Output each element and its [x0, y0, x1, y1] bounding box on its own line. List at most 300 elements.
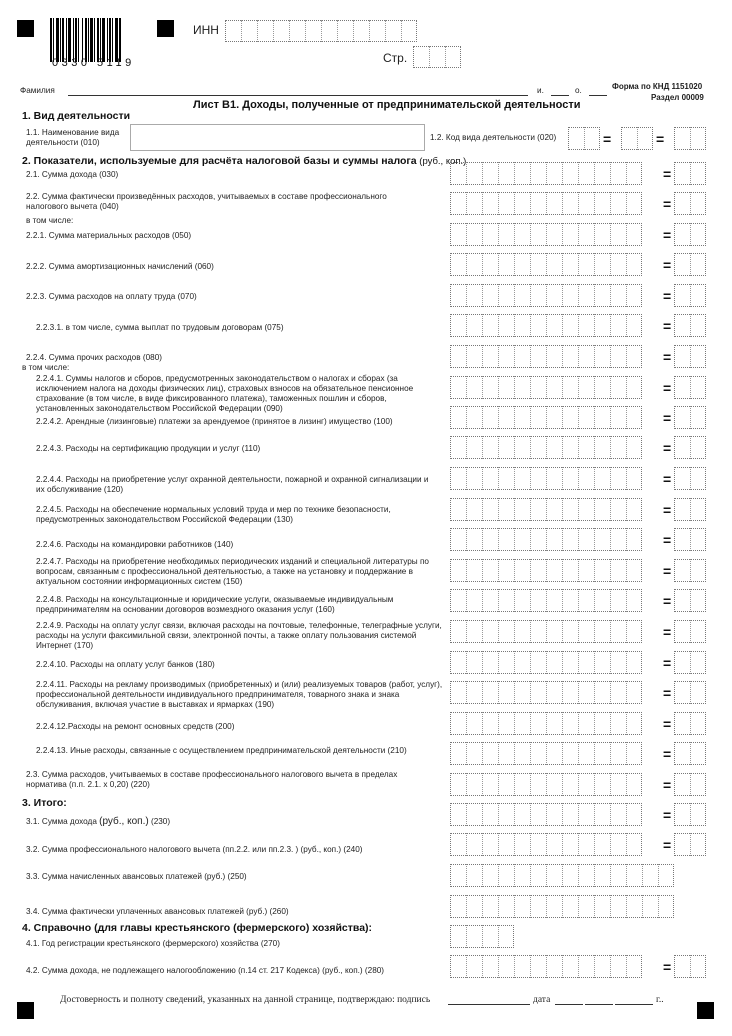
amount-field-140-rubles[interactable]	[450, 528, 642, 551]
digit-cell[interactable]	[594, 223, 610, 246]
digit-cell[interactable]	[626, 498, 642, 521]
inn-digit-cell[interactable]	[369, 20, 385, 42]
digit-cell[interactable]	[514, 651, 530, 674]
digit-cell[interactable]	[546, 376, 562, 399]
digit-cell[interactable]	[450, 651, 466, 674]
digit-cell[interactable]	[498, 833, 514, 856]
digit-cell[interactable]	[594, 773, 610, 796]
digit-cell[interactable]	[466, 467, 482, 490]
digit-cell[interactable]	[450, 712, 466, 735]
digit-cell[interactable]	[578, 253, 594, 276]
digit-cell[interactable]	[562, 864, 578, 887]
digit-cell[interactable]	[466, 620, 482, 643]
digit-cell[interactable]	[626, 712, 642, 735]
digit-cell[interactable]	[594, 376, 610, 399]
digit-cell[interactable]	[530, 651, 546, 674]
digit-cell[interactable]	[578, 589, 594, 612]
digit-cell[interactable]	[610, 833, 626, 856]
digit-cell[interactable]	[450, 376, 466, 399]
digit-cell[interactable]	[690, 223, 706, 246]
digit-cell[interactable]	[690, 773, 706, 796]
digit-cell[interactable]	[674, 773, 690, 796]
digit-cell[interactable]	[498, 773, 514, 796]
digit-cell[interactable]	[498, 589, 514, 612]
digit-cell[interactable]	[482, 651, 498, 674]
digit-cell[interactable]	[562, 895, 578, 918]
digit-cell[interactable]	[530, 864, 546, 887]
digit-cell[interactable]	[594, 498, 610, 521]
digit-cell[interactable]	[562, 742, 578, 765]
digit-cell[interactable]	[498, 498, 514, 521]
digit-cell[interactable]	[690, 406, 706, 429]
digit-cell[interactable]	[450, 498, 466, 521]
digit-cell[interactable]	[546, 192, 562, 215]
digit-cell[interactable]	[482, 925, 498, 948]
digit-cell[interactable]	[450, 864, 466, 887]
digit-cell[interactable]	[610, 436, 626, 459]
digit-cell[interactable]	[514, 223, 530, 246]
amount-field-100-rubles[interactable]	[450, 406, 642, 429]
digit-cell[interactable]	[450, 406, 466, 429]
digit-cell[interactable]	[546, 406, 562, 429]
initial-o-field[interactable]	[589, 95, 607, 96]
amount-field-220-rubles[interactable]	[450, 773, 642, 796]
digit-cell[interactable]	[498, 620, 514, 643]
digit-cell[interactable]	[482, 436, 498, 459]
amount-field-120-kopecks[interactable]	[674, 467, 706, 490]
digit-cell[interactable]	[674, 376, 690, 399]
digit-cell[interactable]	[594, 803, 610, 826]
digit-cell[interactable]	[546, 314, 562, 337]
digit-cell[interactable]	[578, 162, 594, 185]
digit-cell[interactable]	[546, 803, 562, 826]
digit-cell[interactable]	[562, 314, 578, 337]
digit-cell[interactable]	[546, 162, 562, 185]
digit-cell[interactable]	[674, 498, 690, 521]
digit-cell[interactable]	[466, 681, 482, 704]
digit-cell[interactable]	[594, 467, 610, 490]
digit-cell[interactable]	[514, 376, 530, 399]
digit-cell[interactable]	[578, 192, 594, 215]
digit-cell[interactable]	[466, 498, 482, 521]
inn-digit-cell[interactable]	[273, 20, 289, 42]
digit-cell[interactable]	[482, 955, 498, 978]
digit-cell[interactable]	[626, 651, 642, 674]
inn-digit-cell[interactable]	[385, 20, 401, 42]
digit-cell[interactable]	[610, 803, 626, 826]
digit-cell[interactable]	[610, 589, 626, 612]
digit-cell[interactable]	[690, 681, 706, 704]
digit-cell[interactable]	[530, 528, 546, 551]
amount-field-050-kopecks[interactable]	[674, 223, 706, 246]
digit-cell[interactable]	[498, 895, 514, 918]
digit-cell[interactable]	[674, 253, 690, 276]
digit-cell[interactable]	[514, 712, 530, 735]
digit-cell[interactable]	[546, 345, 562, 368]
digit-cell[interactable]	[530, 895, 546, 918]
inn-digit-cell[interactable]	[401, 20, 417, 42]
digit-cell[interactable]	[626, 436, 642, 459]
digit-cell[interactable]	[466, 803, 482, 826]
digit-cell[interactable]	[546, 223, 562, 246]
digit-cell[interactable]	[626, 864, 642, 887]
digit-cell[interactable]	[578, 436, 594, 459]
digit-cell[interactable]	[610, 559, 626, 582]
digit-cell[interactable]	[690, 192, 706, 215]
digit-cell[interactable]	[578, 284, 594, 307]
digit-cell[interactable]	[626, 559, 642, 582]
page-digit-cell[interactable]	[413, 46, 429, 68]
digit-cell[interactable]	[674, 406, 690, 429]
digit-cell[interactable]	[466, 925, 482, 948]
digit-cell[interactable]	[626, 406, 642, 429]
digit-cell[interactable]	[690, 253, 706, 276]
digit-cell[interactable]	[514, 620, 530, 643]
digit-cell[interactable]	[690, 651, 706, 674]
digit-cell[interactable]	[674, 559, 690, 582]
digit-cell[interactable]	[690, 742, 706, 765]
amount-field-080-kopecks[interactable]	[674, 345, 706, 368]
digit-cell[interactable]	[482, 742, 498, 765]
digit-cell[interactable]	[594, 559, 610, 582]
digit-cell[interactable]	[450, 681, 466, 704]
digit-cell[interactable]	[626, 192, 642, 215]
digit-cell[interactable]	[530, 223, 546, 246]
digit-cell[interactable]	[594, 345, 610, 368]
digit-cell[interactable]	[690, 803, 706, 826]
digit-cell[interactable]	[546, 712, 562, 735]
digit-cell[interactable]	[546, 436, 562, 459]
digit-cell[interactable]	[466, 589, 482, 612]
digit-cell[interactable]	[578, 895, 594, 918]
digit-cell[interactable]	[514, 192, 530, 215]
digit-cell[interactable]	[578, 712, 594, 735]
digit-cell[interactable]	[450, 528, 466, 551]
digit-cell[interactable]	[594, 895, 610, 918]
digit-cell[interactable]	[626, 773, 642, 796]
digit-cell[interactable]	[498, 314, 514, 337]
digit-cell[interactable]	[498, 681, 514, 704]
amount-field-210-rubles[interactable]	[450, 742, 642, 765]
digit-cell[interactable]	[498, 651, 514, 674]
digit-cell[interactable]	[562, 803, 578, 826]
digit-cell[interactable]	[450, 559, 466, 582]
digit-cell[interactable]	[610, 498, 626, 521]
digit-cell[interactable]	[578, 955, 594, 978]
digit-cell[interactable]	[514, 803, 530, 826]
digit-cell[interactable]	[594, 528, 610, 551]
digit-cell[interactable]	[578, 314, 594, 337]
digit-cell[interactable]	[674, 712, 690, 735]
digit-cell[interactable]	[546, 284, 562, 307]
digit-cell[interactable]	[482, 712, 498, 735]
amount-field-130-rubles[interactable]	[450, 498, 642, 521]
digit-cell[interactable]	[546, 955, 562, 978]
digit-cell[interactable]	[530, 955, 546, 978]
digit-cell[interactable]	[482, 345, 498, 368]
digit-cell[interactable]	[594, 864, 610, 887]
digit-cell[interactable]	[514, 253, 530, 276]
digit-cell[interactable]	[562, 955, 578, 978]
amount-field-280-rubles[interactable]	[450, 955, 642, 978]
amount-field-090-rubles[interactable]	[450, 376, 642, 399]
digit-cell[interactable]	[610, 223, 626, 246]
year-field-270[interactable]	[450, 925, 514, 948]
digit-cell[interactable]	[594, 742, 610, 765]
digit-cell[interactable]	[690, 345, 706, 368]
digit-cell[interactable]	[530, 192, 546, 215]
digit-cell[interactable]	[562, 528, 578, 551]
digit-cell[interactable]	[562, 589, 578, 612]
digit-cell[interactable]	[610, 681, 626, 704]
digit-cell[interactable]	[530, 314, 546, 337]
digit-cell[interactable]	[514, 162, 530, 185]
digit-cell[interactable]	[690, 589, 706, 612]
digit-cell[interactable]	[642, 864, 658, 887]
digit-cell[interactable]	[466, 253, 482, 276]
digit-cell[interactable]	[530, 436, 546, 459]
digit-cell[interactable]	[450, 284, 466, 307]
digit-cell[interactable]	[690, 127, 706, 150]
digit-cell[interactable]	[498, 955, 514, 978]
digit-cell[interactable]	[482, 589, 498, 612]
digit-cell[interactable]	[626, 467, 642, 490]
digit-cell[interactable]	[514, 773, 530, 796]
digit-cell[interactable]	[674, 223, 690, 246]
amount-field-150-rubles[interactable]	[450, 559, 642, 582]
digit-cell[interactable]	[578, 864, 594, 887]
digit-cell[interactable]	[626, 895, 642, 918]
digit-cell[interactable]	[610, 162, 626, 185]
digit-cell[interactable]	[498, 406, 514, 429]
digit-cell[interactable]	[466, 528, 482, 551]
inn-digit-cell[interactable]	[241, 20, 257, 42]
digit-cell[interactable]	[530, 742, 546, 765]
digit-cell[interactable]	[450, 345, 466, 368]
amount-field-060-rubles[interactable]	[450, 253, 642, 276]
digit-cell[interactable]	[690, 376, 706, 399]
digit-cell[interactable]	[514, 284, 530, 307]
digit-cell[interactable]	[482, 467, 498, 490]
digit-cell[interactable]	[546, 528, 562, 551]
digit-cell[interactable]	[530, 712, 546, 735]
digit-cell[interactable]	[674, 162, 690, 185]
digit-cell[interactable]	[562, 406, 578, 429]
amount-field-260[interactable]	[450, 895, 674, 918]
amount-field-200-kopecks[interactable]	[674, 712, 706, 735]
digit-cell[interactable]	[450, 467, 466, 490]
digit-cell[interactable]	[466, 833, 482, 856]
digit-cell[interactable]	[546, 467, 562, 490]
initial-i-field[interactable]	[551, 95, 569, 96]
digit-cell[interactable]	[546, 253, 562, 276]
digit-cell[interactable]	[562, 833, 578, 856]
digit-cell[interactable]	[546, 895, 562, 918]
amount-field-200-rubles[interactable]	[450, 712, 642, 735]
digit-cell[interactable]	[578, 467, 594, 490]
digit-cell[interactable]	[450, 925, 466, 948]
digit-cell[interactable]	[626, 833, 642, 856]
digit-cell[interactable]	[674, 436, 690, 459]
digit-cell[interactable]	[578, 833, 594, 856]
digit-cell[interactable]	[450, 833, 466, 856]
digit-cell[interactable]	[466, 742, 482, 765]
digit-cell[interactable]	[674, 528, 690, 551]
digit-cell[interactable]	[626, 253, 642, 276]
digit-cell[interactable]	[594, 284, 610, 307]
digit-cell[interactable]	[482, 620, 498, 643]
digit-cell[interactable]	[466, 559, 482, 582]
digit-cell[interactable]	[637, 127, 653, 150]
digit-cell[interactable]	[546, 773, 562, 796]
digit-cell[interactable]	[562, 620, 578, 643]
digit-cell[interactable]	[530, 773, 546, 796]
digit-cell[interactable]	[578, 223, 594, 246]
amount-field-040-rubles[interactable]	[450, 192, 642, 215]
amount-field-050-rubles[interactable]	[450, 223, 642, 246]
digit-cell[interactable]	[530, 253, 546, 276]
digit-cell[interactable]	[562, 712, 578, 735]
digit-cell[interactable]	[626, 314, 642, 337]
digit-cell[interactable]	[626, 376, 642, 399]
digit-cell[interactable]	[546, 651, 562, 674]
digit-cell[interactable]	[642, 895, 658, 918]
digit-cell[interactable]	[530, 162, 546, 185]
digit-cell[interactable]	[466, 773, 482, 796]
digit-cell[interactable]	[610, 895, 626, 918]
digit-cell[interactable]	[498, 162, 514, 185]
digit-cell[interactable]	[450, 773, 466, 796]
amount-field-230-rubles[interactable]	[450, 803, 642, 826]
digit-cell[interactable]	[530, 833, 546, 856]
digit-cell[interactable]	[626, 162, 642, 185]
digit-cell[interactable]	[594, 681, 610, 704]
digit-cell[interactable]	[578, 498, 594, 521]
digit-cell[interactable]	[578, 345, 594, 368]
inn-digit-cell[interactable]	[225, 20, 241, 42]
digit-cell[interactable]	[674, 742, 690, 765]
amount-field-190-kopecks[interactable]	[674, 681, 706, 704]
digit-cell[interactable]	[466, 955, 482, 978]
amount-field-075-rubles[interactable]	[450, 314, 642, 337]
activity-code-group-2[interactable]	[621, 127, 653, 150]
amount-field-170-kopecks[interactable]	[674, 620, 706, 643]
activity-code-group-1[interactable]	[568, 127, 600, 150]
digit-cell[interactable]	[450, 436, 466, 459]
amount-field-160-rubles[interactable]	[450, 589, 642, 612]
digit-cell[interactable]	[674, 284, 690, 307]
digit-cell[interactable]	[530, 620, 546, 643]
amount-field-130-kopecks[interactable]	[674, 498, 706, 521]
amount-field-280-kopecks[interactable]	[674, 955, 706, 978]
digit-cell[interactable]	[674, 467, 690, 490]
date-month-field[interactable]	[585, 1004, 613, 1005]
digit-cell[interactable]	[674, 589, 690, 612]
digit-cell[interactable]	[514, 742, 530, 765]
amount-field-210-kopecks[interactable]	[674, 742, 706, 765]
digit-cell[interactable]	[626, 284, 642, 307]
inn-digit-cell[interactable]	[257, 20, 273, 42]
digit-cell[interactable]	[674, 620, 690, 643]
digit-cell[interactable]	[562, 773, 578, 796]
digit-cell[interactable]	[610, 742, 626, 765]
digit-cell[interactable]	[578, 803, 594, 826]
amount-field-150-kopecks[interactable]	[674, 559, 706, 582]
digit-cell[interactable]	[450, 955, 466, 978]
digit-cell[interactable]	[482, 406, 498, 429]
digit-cell[interactable]	[466, 284, 482, 307]
amount-field-110-kopecks[interactable]	[674, 436, 706, 459]
digit-cell[interactable]	[498, 559, 514, 582]
digit-cell[interactable]	[466, 406, 482, 429]
digit-cell[interactable]	[530, 345, 546, 368]
amount-field-070-kopecks[interactable]	[674, 284, 706, 307]
digit-cell[interactable]	[482, 895, 498, 918]
digit-cell[interactable]	[690, 498, 706, 521]
digit-cell[interactable]	[482, 253, 498, 276]
digit-cell[interactable]	[594, 620, 610, 643]
digit-cell[interactable]	[594, 406, 610, 429]
digit-cell[interactable]	[530, 589, 546, 612]
digit-cell[interactable]	[450, 314, 466, 337]
digit-cell[interactable]	[482, 192, 498, 215]
digit-cell[interactable]	[626, 589, 642, 612]
digit-cell[interactable]	[514, 345, 530, 368]
amount-field-240-rubles[interactable]	[450, 833, 642, 856]
digit-cell[interactable]	[690, 284, 706, 307]
digit-cell[interactable]	[610, 955, 626, 978]
digit-cell[interactable]	[466, 712, 482, 735]
digit-cell[interactable]	[514, 833, 530, 856]
digit-cell[interactable]	[466, 314, 482, 337]
digit-cell[interactable]	[594, 436, 610, 459]
amount-field-090-kopecks[interactable]	[674, 376, 706, 399]
digit-cell[interactable]	[482, 559, 498, 582]
digit-cell[interactable]	[610, 773, 626, 796]
digit-cell[interactable]	[514, 406, 530, 429]
digit-cell[interactable]	[562, 436, 578, 459]
digit-cell[interactable]	[562, 498, 578, 521]
digit-cell[interactable]	[578, 651, 594, 674]
amount-field-230-kopecks[interactable]	[674, 803, 706, 826]
digit-cell[interactable]	[466, 223, 482, 246]
digit-cell[interactable]	[690, 314, 706, 337]
digit-cell[interactable]	[498, 803, 514, 826]
digit-cell[interactable]	[498, 284, 514, 307]
amount-field-140-kopecks[interactable]	[674, 528, 706, 551]
inn-field[interactable]	[225, 20, 417, 42]
digit-cell[interactable]	[466, 162, 482, 185]
digit-cell[interactable]	[690, 436, 706, 459]
digit-cell[interactable]	[466, 376, 482, 399]
digit-cell[interactable]	[482, 376, 498, 399]
digit-cell[interactable]	[594, 955, 610, 978]
digit-cell[interactable]	[482, 284, 498, 307]
digit-cell[interactable]	[482, 223, 498, 246]
digit-cell[interactable]	[450, 895, 466, 918]
digit-cell[interactable]	[546, 498, 562, 521]
digit-cell[interactable]	[610, 620, 626, 643]
digit-cell[interactable]	[450, 253, 466, 276]
date-day-field[interactable]	[555, 1004, 583, 1005]
digit-cell[interactable]	[530, 498, 546, 521]
inn-digit-cell[interactable]	[305, 20, 321, 42]
digit-cell[interactable]	[562, 559, 578, 582]
amount-field-170-rubles[interactable]	[450, 620, 642, 643]
digit-cell[interactable]	[514, 895, 530, 918]
digit-cell[interactable]	[466, 345, 482, 368]
digit-cell[interactable]	[610, 467, 626, 490]
